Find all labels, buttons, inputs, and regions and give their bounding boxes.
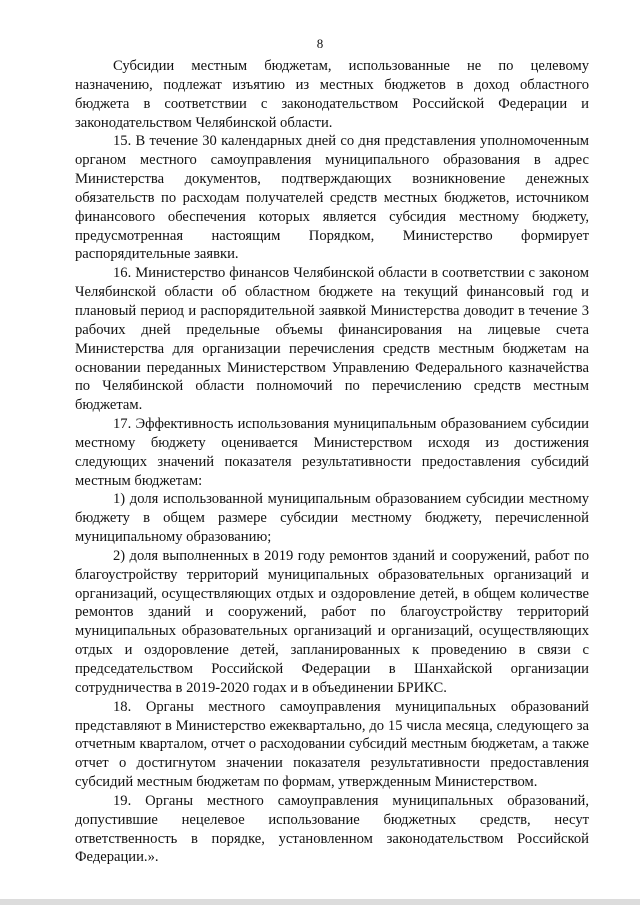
- document-body: [75, 57, 589, 867]
- paragraph-17-item-1: 1) доля использованной муниципальным образованием субсидии местному бюджету в общем размере субсидии местному бюджету, перечисленной муниципальному образованию;: [75, 491, 589, 546]
- paragraph-17-item-2: 2) доля выполненных в 2019 году ремонтов зданий и сооружений, работ по благоустройству территорий муниципальных образовательных организаций и организаций, осуществляющих отдых и оздоровление детей, в общем количестве ремонтов зданий и сооружений, работ по благоустройству территорий муниципальных образовательных организаций и организаций, осуществляющих отдых и оздоровление детей, запланированных к проведению в связи с председательством Российской Федерации в Шанхайской организации сотрудничества в 2019-2020 годах и в объединении БРИКС.: [75, 547, 589, 696]
- bottom-edge-strip: [0, 899, 640, 905]
- paragraph-18: 18. Органы местного самоуправления муниципальных образований представляют в Министерство ежеквартально, до 15 числа месяца, следующего за отчетным кварталом, отчет о расходовании субсидий местным бюджетам, а также отчет о достигнутом значении показателя результативности предоставления субсидий местным бюджетам по формам, утвержденным Министерством.: [75, 698, 589, 791]
- paragraph-15: 15. В течение 30 календарных дней со дня представления уполномоченным органом местного самоуправления муниципального образования в адрес Министерства документов, подтверждающих возникновение денежных обязательств по расходам получателей средств местных бюджетов, источником финансового обеспечения которых является субсидия местному бюджету, предусмотренная настоящим Порядком, Министерство формирует распорядительные заявки.: [75, 133, 589, 263]
- page-number: 8: [316, 36, 324, 51]
- paragraph-subsidy-misuse: Субсидии местным бюджетам, использованные не по целевому назначению, подлежат изъятию из местных бюджетов в доход областного бюджета в соответствии с законодательством Российской Федерации и законодательством Челябинской области.: [75, 58, 589, 131]
- paragraph-17: 17. Эффективность использования муниципальным образованием субсидии местному бюджету оценивается Министерством исходя из достижения следующих значений показателя результативности предоставления субсидий местным бюджетам:: [75, 416, 589, 489]
- paragraph-16: 16. Министерство финансов Челябинской области в соответствии с законом Челябинской области об областном бюджете на текущий финансовый год и плановый период и распорядительной заявкой Министерства доводит в течение 3 рабочих дней предельные объемы финансирования на лицевые счета Министерства для организации перечисления средств местным бюджетам на основании переданных Министерством Управлению Федерального казначейства по Челябинской области полномочий по перечислению средств местным бюджетам.: [75, 265, 589, 414]
- paragraph-19: 19. Органы местного самоуправления муниципальных образований, допустившие нецелевое использование бюджетных средств, несут ответственность в порядке, установленном законодательством Российской Федерации.».: [75, 792, 589, 866]
